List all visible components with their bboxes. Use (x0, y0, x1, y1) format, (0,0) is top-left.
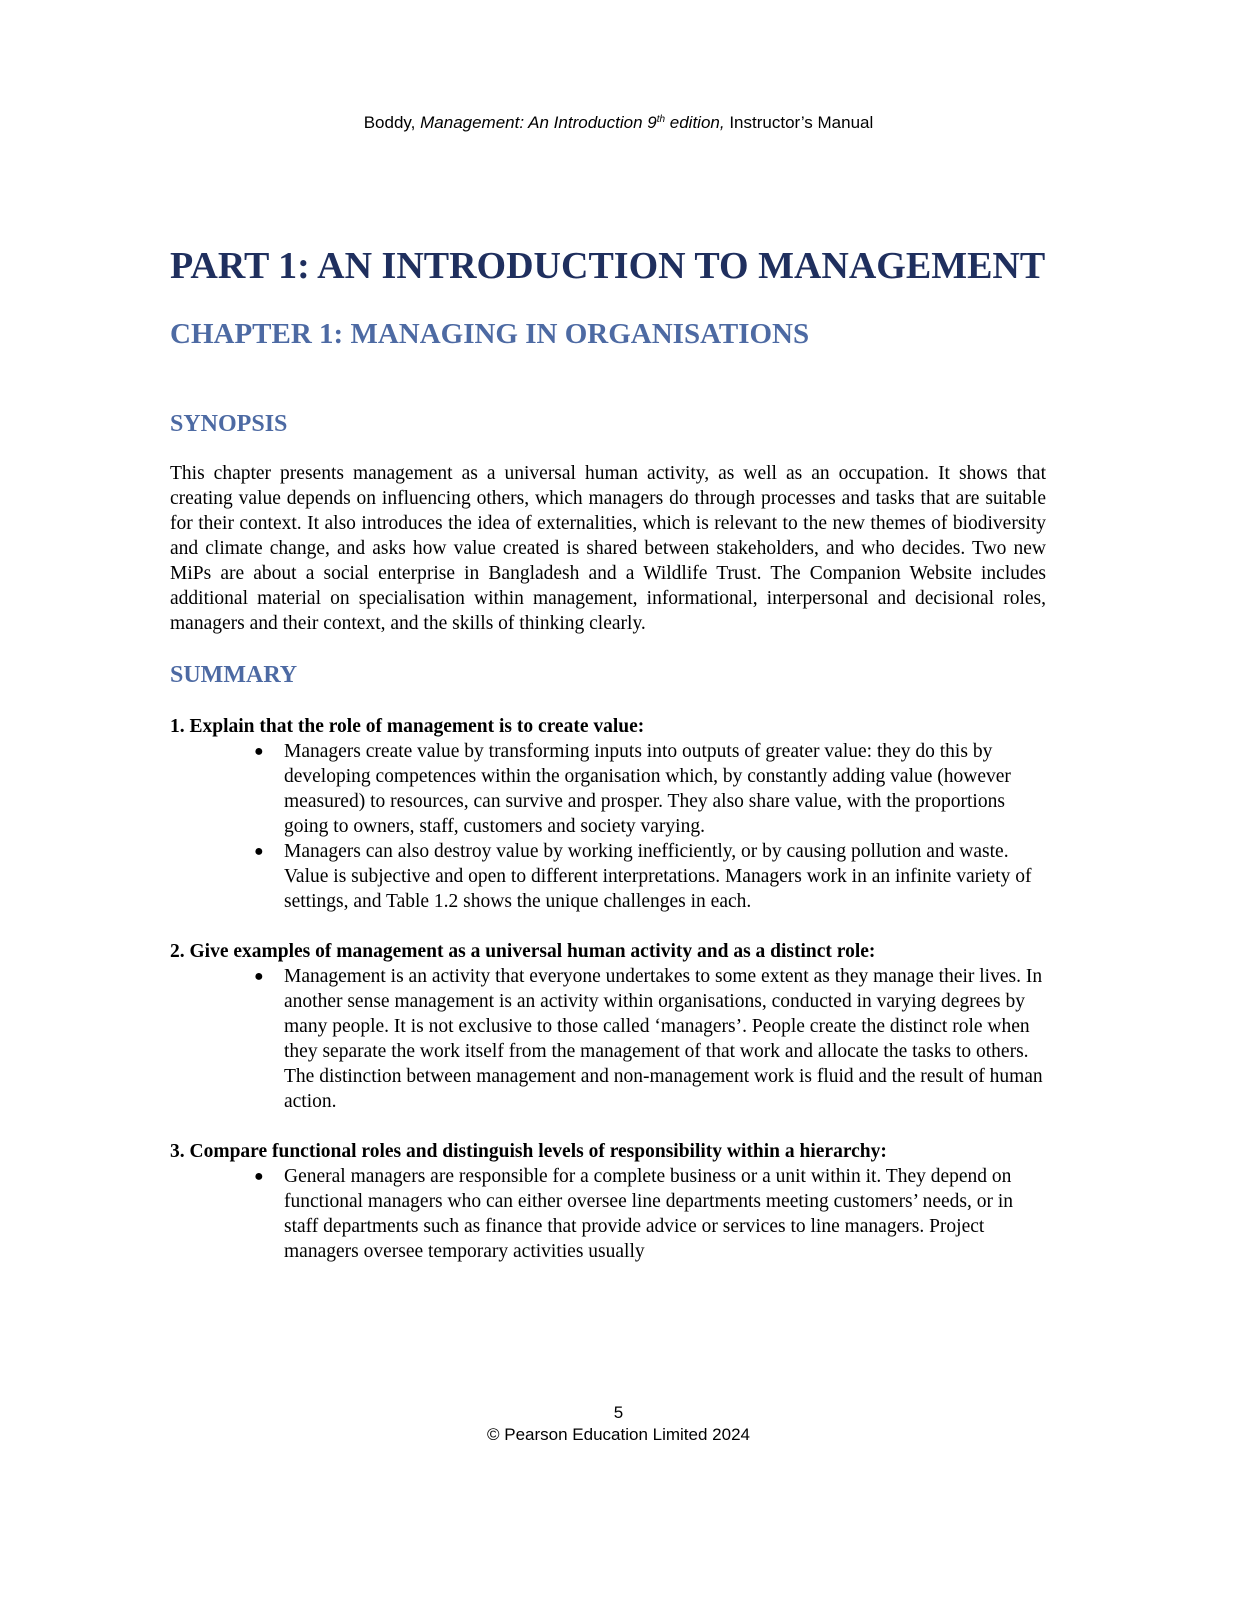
objective-title: 2. Give examples of management as a universal human activity and as a distinct role: (170, 941, 876, 962)
page-content (170, 244, 1046, 1264)
bullet-icon: ● (254, 968, 264, 985)
bullet-item: ● Management is an activity that everyone undertakes to some extent as they manage their lives. In another sense management is an activity within organisations, conducted in varying degrees by many people. It is not exclusive to those called ‘managers’. People create the distinct role when they separate the work itself from the management of that work and allocate the tasks to others. The distinction between management and non-management work is fluid and the result of human action. (254, 966, 1043, 1112)
copyright-notice: © Pearson Education Limited 2024 (487, 1425, 750, 1444)
bullet-icon: ● (254, 1168, 264, 1185)
page-footer (0, 1402, 1237, 1446)
summary-objective-3 (170, 1139, 1046, 1264)
bullet-icon: ● (254, 843, 264, 860)
synopsis-paragraph: This chapter presents management as a universal human activity, as well as an occupation. It shows that creating value depends on influencing others, which managers do through processes and tasks that are suitable for their context. It also introduces the idea of externalities, which is relevant to the new themes of biodiversity and climate change, and asks how value created is shared between stakeholders, and who decides. Two new MiPs are about a social enterprise in Bangladesh and a Wildlife Trust. The Companion Website includes additional material on specialisation within management, informational, interpersonal and decisional roles, managers and their context, and the skills of thinking clearly. (170, 463, 1046, 634)
objective-title: 1. Explain that the role of management is to create value: (170, 716, 645, 737)
bullet-item: ● General managers are responsible for a complete business or a unit within it. They depend on functional managers who can either oversee line departments meeting customers’ needs, or in staff departments such as finance that provide advice or services to line managers. Project managers oversee temporary activities usually (254, 1166, 1014, 1262)
summary-objective-2 (170, 939, 1046, 1114)
chapter-title: CHAPTER 1: MANAGING IN ORGANISATIONS (170, 318, 810, 350)
bullet-item: ● Managers create value by transforming inputs into outputs of greater value: they do this by developing competences within the organisation which, by constantly adding value (however measured) to resources, can survive and prosper. They also share value, with the proportions going to owners, staff, customers and society varying. (254, 741, 1011, 837)
summary-heading: SUMMARY (170, 662, 298, 688)
synopsis-heading: SYNOPSIS (170, 411, 288, 437)
header-author: Boddy, (363, 113, 416, 132)
objective-title: 3. Compare functional roles and distinguish levels of responsibility within a hierarchy: (170, 1141, 887, 1162)
bullet-icon: ● (254, 743, 264, 760)
header-manual-label: Instructor’s Manual (729, 113, 874, 132)
objective-bullet-list (170, 739, 1046, 914)
bullet-item: ● Managers can also destroy value by working inefficiently, or by causing pollution and waste. Value is subjective and open to different interpretations. Managers work in an infinite variety of settings, and Table 1.2 shows the unique challenges in each. (254, 841, 1032, 912)
objective-bullet-list (170, 1164, 1046, 1264)
objective-bullet-list (170, 964, 1046, 1114)
header-edition-superscript: th (656, 114, 666, 125)
page-number: 5 (613, 1403, 624, 1422)
part-title: PART 1: AN INTRODUCTION TO MANAGEMENT (170, 245, 1046, 287)
header-book-title: Management: An Introduction 9th edition, (420, 113, 725, 132)
summary-objective-1 (170, 714, 1046, 914)
running-header (0, 112, 1237, 134)
